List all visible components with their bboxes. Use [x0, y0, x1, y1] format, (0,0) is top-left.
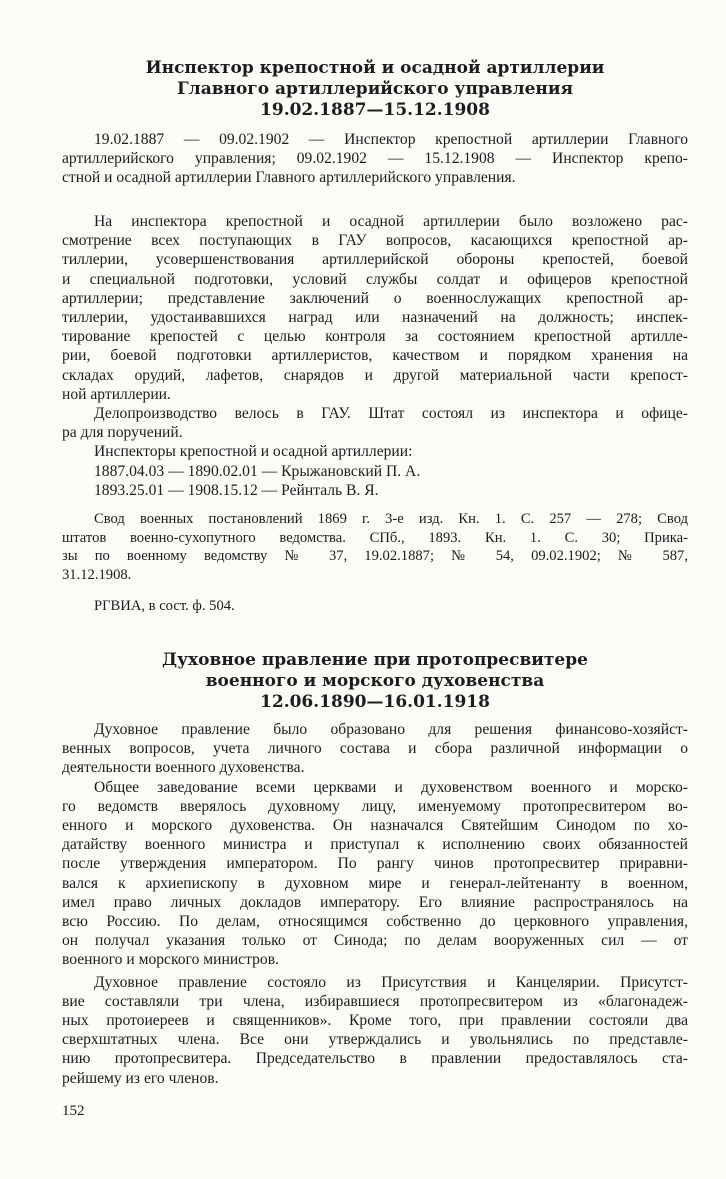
- text-line: На инспектора крепостной и осадной артиллерии было возложено рас-: [94, 213, 688, 230]
- section1-duties: [62, 212, 688, 500]
- text-line: артиллерии; представление заключений о военнослужащих крепостной ар-: [62, 289, 688, 307]
- section1-title: [62, 58, 688, 121]
- text-line: сверхштатных члена. Все они утверждались и увольнялись по представле-: [62, 1031, 688, 1049]
- text-line: штатов военно-сухопутного ведомства. СПб., 1893. Кн. 1. С. 30; Прика-: [62, 529, 688, 546]
- title-line: Духовное правление при протопресвитере: [162, 650, 588, 670]
- text-line: ра для поручений.: [62, 424, 183, 442]
- text-line: смотрение всех поступающих в ГАУ вопросов, касающихся крепостной ар-: [62, 232, 688, 250]
- text-line: ной артиллерии.: [62, 385, 171, 403]
- text-line: вие составляли три члена, избиравшиеся протопресвитером из «благонадеж-: [62, 992, 688, 1010]
- text-line: тиллерии, удостаивавшихся наград или назначений на должность; инспек-: [62, 309, 688, 327]
- text-line: и специальной подготовки, условий службы солдат и офицеров крепостной: [62, 270, 688, 288]
- text-line: Делопроизводство велось в ГАУ. Штат состоял из инспектора и офице-: [94, 405, 688, 423]
- office-paragraph: [62, 404, 688, 442]
- title-line: военного и морского духовенства: [205, 671, 545, 691]
- text-line: 19.02.1887 — 09.02.1902 — Инспектор крепостной артиллерии Главного: [94, 131, 688, 148]
- section2-title: [62, 650, 688, 713]
- text-line: Духовное правление было образовано для решения финансово-хозяйст-: [94, 721, 688, 738]
- text-line: вался к архиепископу в духовном мире и генерал-лейтенанту в военном,: [62, 874, 688, 892]
- text-line: Свод военных постановлений 1869 г. 3-е изд. Кн. 1. С. 257 — 278; Свод: [94, 511, 688, 527]
- text-line: всю Россию. По делам, относящимся собственно до церковного управления,: [62, 913, 688, 931]
- title-line: 12.06.1890—16.01.1918: [260, 692, 490, 712]
- section1-sources: [62, 510, 688, 616]
- text-line: венных вопросов, учета личного состава и сбора различной информации о: [62, 740, 688, 758]
- text-line: Духовное правление состояло из Присутствия и Канцелярии. Присутст-: [94, 973, 688, 991]
- text-line: рии, боевой подготовки артиллеристов, качеством и порядком хранения на: [62, 347, 688, 365]
- text-line: военного и морского министров.: [62, 951, 279, 969]
- page-number: 152: [62, 1103, 85, 1119]
- title-line: Главного артиллерийского управления: [176, 79, 574, 99]
- text-line: деятельности военного духовенства.: [62, 759, 305, 777]
- text-line: зы по военному ведомству № 37, 19.02.1887; № 54, 09.02.1902; № 587,: [62, 548, 688, 565]
- title-line: Инспектор крепостной и осадной артиллерии: [145, 58, 605, 78]
- text-line: ных протоиереев и священников». Кроме того, при правлении состояли два: [62, 1012, 688, 1030]
- text-line: енного и морского духовенства. Он назначался Святейшим Синодом по хо-: [62, 817, 688, 835]
- duties-paragraph: [62, 212, 688, 404]
- inspector-entry: 1887.04.03 — 1890.02.01 — Крыжановский П. А.: [94, 462, 421, 480]
- text-line: имел право личных докладов императору. Его влияние распространялось на: [62, 893, 688, 911]
- text-line: Общее заведование всеми церквами и духовенством военного и морско-: [94, 778, 688, 796]
- text-line: нию протопресвитера. Председательство в правлении предоставлялось ста-: [62, 1050, 688, 1068]
- text-line: тирование крепостей с целью контроля за состоянием крепостной артилле-: [62, 328, 688, 346]
- inspectors-list: [62, 442, 688, 500]
- text-line: рейшему из его членов.: [62, 1069, 219, 1087]
- text-line: он получал указания только от Синода; по делам вооруженных сил — от: [62, 932, 688, 950]
- para1: [62, 720, 688, 778]
- text-line: датайству военного министра и приступал к исполнению своих обязанностей: [62, 836, 688, 854]
- history-paragraph: [62, 130, 688, 188]
- sources-paragraph: [62, 510, 688, 584]
- section2-heading: [62, 650, 688, 713]
- text-line: после утверждения императором. По рангу чинов протопресвитер приравни-: [62, 855, 688, 873]
- text-line: тиллерии, усовершенствования артиллерийской обороны крепостей, боевой: [62, 251, 688, 269]
- para3: [62, 973, 688, 1088]
- text-line: стной и осадной артиллерии Главного артиллерийского управления.: [62, 169, 516, 187]
- section2-body: [62, 720, 688, 1088]
- inspector-entry: 1893.25.01 — 1908.15.12 — Рейнталь В. Я.: [94, 481, 379, 499]
- para2: [62, 778, 688, 970]
- section1-history: [62, 130, 688, 188]
- text-line: складах орудий, лафетов, снарядов и другой материальной части крепост-: [62, 366, 688, 384]
- text-line: артиллерийского управления; 09.02.1902 — 15.12.1908 — Инспектор крепо-: [62, 150, 688, 168]
- text-line: го ведомств вверялось духовному лицу, именуемому протопресвитером во-: [62, 797, 688, 815]
- inspectors-heading: Инспекторы крепостной и осадной артиллерии:: [94, 443, 413, 461]
- section1-heading: [62, 58, 688, 121]
- archive-reference: РГВИА, в сост. ф. 504.: [94, 598, 235, 615]
- title-line: 19.02.1887—15.12.1908: [260, 100, 490, 120]
- text-line: 31.12.1908.: [62, 566, 132, 583]
